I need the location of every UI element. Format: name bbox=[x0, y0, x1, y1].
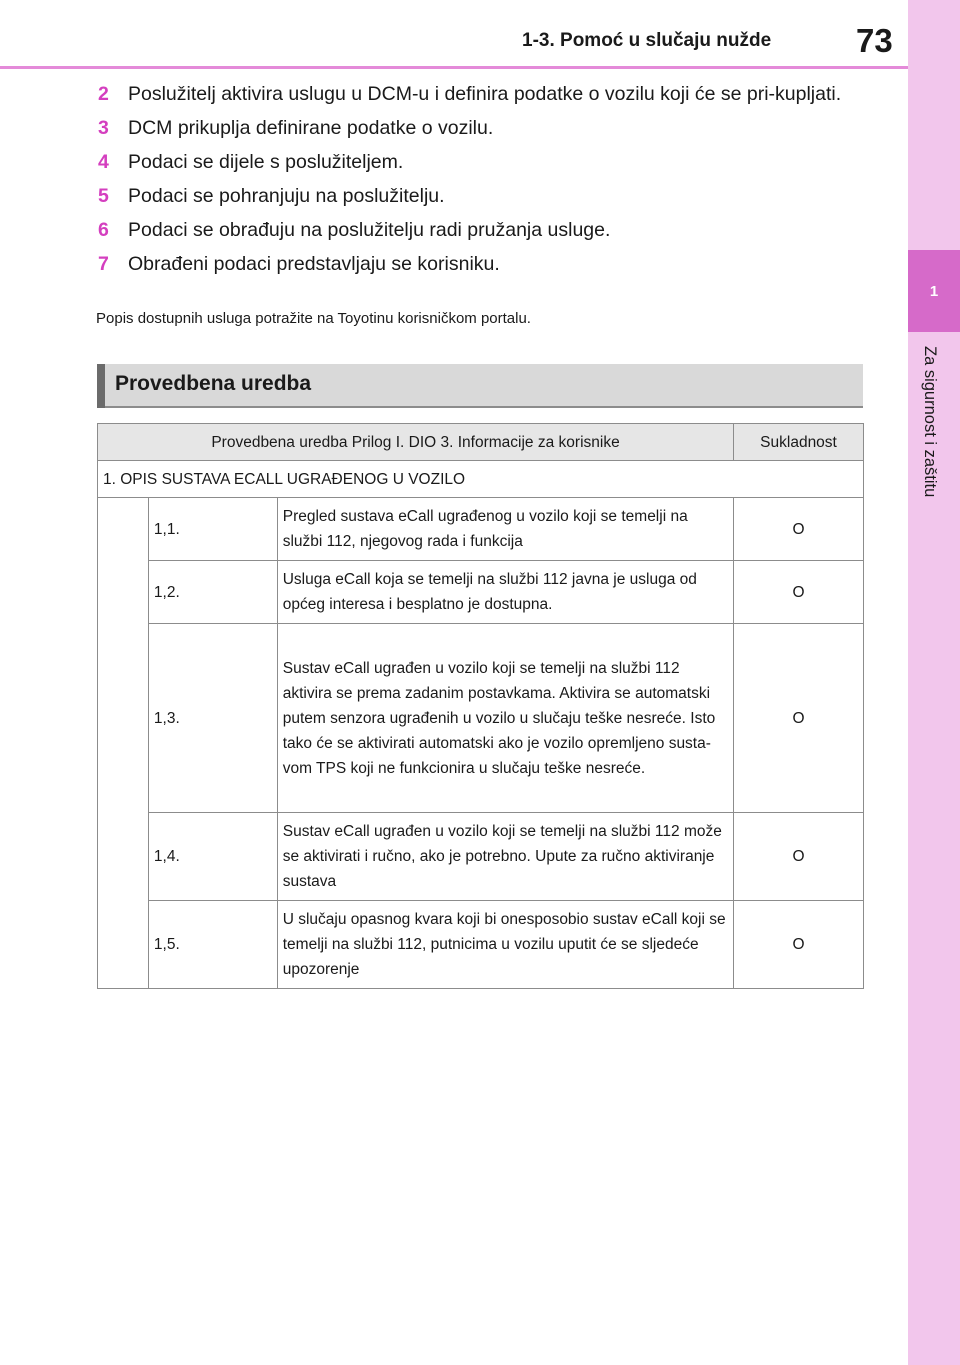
table-header-main: Provedbena uredba Prilog I. DIO 3. Informacije za korisnike bbox=[98, 424, 734, 461]
table-cell-compliance: O bbox=[734, 498, 864, 561]
table-header-compliance: Sukladnost bbox=[734, 424, 864, 461]
step-item bbox=[98, 146, 866, 178]
table-header-row bbox=[98, 424, 864, 461]
step-number: 2 bbox=[98, 83, 109, 105]
table-cell-number: 1,3. bbox=[148, 624, 277, 813]
step-text: Podaci se pohranjuju na poslužitelju. bbox=[128, 185, 445, 207]
step-text: Podaci se obrađuju na poslužitelju radi pružanja usluge. bbox=[128, 219, 611, 241]
section-header-bar bbox=[97, 364, 105, 408]
step-text: Poslužitelj aktivira uslugu u DCM-u i definira podatke o vozilu koji će se pri-kupljati. bbox=[128, 83, 842, 105]
step-number: 4 bbox=[98, 151, 109, 173]
step-item bbox=[98, 248, 866, 280]
table-cell-compliance: O bbox=[734, 813, 864, 901]
portal-note: Popis dostupnih usluga potražite na Toyotinu korisničkom portalu. bbox=[96, 310, 531, 327]
table-blank-cell bbox=[98, 498, 149, 989]
step-item bbox=[98, 214, 866, 246]
table-row bbox=[98, 561, 864, 624]
step-text: Obrađeni podaci predstavljaju se korisniku. bbox=[128, 253, 500, 275]
chapter-section-title: 1-3. Pomoć u slučaju nužde bbox=[522, 30, 772, 51]
table-section-row bbox=[98, 461, 864, 498]
table-cell-number: 1,2. bbox=[148, 561, 277, 624]
step-item bbox=[98, 180, 866, 212]
table-cell-number: 1,5. bbox=[148, 901, 277, 989]
page-number: 73 bbox=[856, 22, 893, 59]
table-cell-description: Sustav eCall ugrađen u vozilo koji se temelji na službi 112 aktivira se prema zadanim postavkama. Aktivira se automatski putem senzora ugrađenih u vozilo u slučaju teške nesreće. Isto tako će se aktivirati automatski ako je vozilo opremljeno susta-vom TPS koji ne funkcionira u slučaju teške nesreće. bbox=[277, 624, 733, 813]
side-tab-label: Za sigurnost i zaštitu bbox=[921, 346, 939, 498]
page-header bbox=[0, 0, 908, 69]
table-row bbox=[98, 813, 864, 901]
section-title: Provedbena uredba bbox=[115, 372, 312, 395]
table-row bbox=[98, 498, 864, 561]
step-item bbox=[98, 78, 866, 110]
step-list bbox=[98, 78, 866, 282]
step-text: Podaci se dijele s poslužiteljem. bbox=[128, 151, 404, 173]
table-cell-number: 1,1. bbox=[148, 498, 277, 561]
section-header bbox=[97, 364, 863, 408]
side-tab-chapter-number: 1 bbox=[908, 250, 960, 332]
step-number: 3 bbox=[98, 117, 109, 139]
table-row bbox=[98, 901, 864, 989]
regulation-table bbox=[97, 423, 864, 989]
table-cell-compliance: O bbox=[734, 624, 864, 813]
table-cell-description: Usluga eCall koja se temelji na službi 112 javna je usluga od općeg interesa i besplatno je dostupna. bbox=[277, 561, 733, 624]
table-cell-number: 1,4. bbox=[148, 813, 277, 901]
table-cell-compliance: O bbox=[734, 561, 864, 624]
step-number: 7 bbox=[98, 253, 109, 275]
step-item bbox=[98, 112, 866, 144]
step-number: 5 bbox=[98, 185, 109, 207]
table-row bbox=[98, 624, 864, 813]
table-cell-description: Pregled sustava eCall ugrađenog u vozilo koji se temelji na službi 112, njegovog rada i funkcija bbox=[277, 498, 733, 561]
side-tab-bar bbox=[908, 0, 960, 1365]
step-text: DCM prikuplja definirane podatke o vozilu. bbox=[128, 117, 494, 139]
table-cell-description: U slučaju opasnog kvara koji bi onesposobio sustav eCall koji se temelji na službi 112, putnicima u vozilu uputit će se sljedeće upozorenje bbox=[277, 901, 733, 989]
table-cell-compliance: O bbox=[734, 901, 864, 989]
step-number: 6 bbox=[98, 219, 109, 241]
table-section-title: 1. OPIS SUSTAVA ECALL UGRAĐENOG U VOZILO bbox=[98, 461, 864, 498]
table-cell-description: Sustav eCall ugrađen u vozilo koji se temelji na službi 112 može se aktivirati i ručno, ako je potrebno. Upute za ručno aktiviranje sustava bbox=[277, 813, 733, 901]
